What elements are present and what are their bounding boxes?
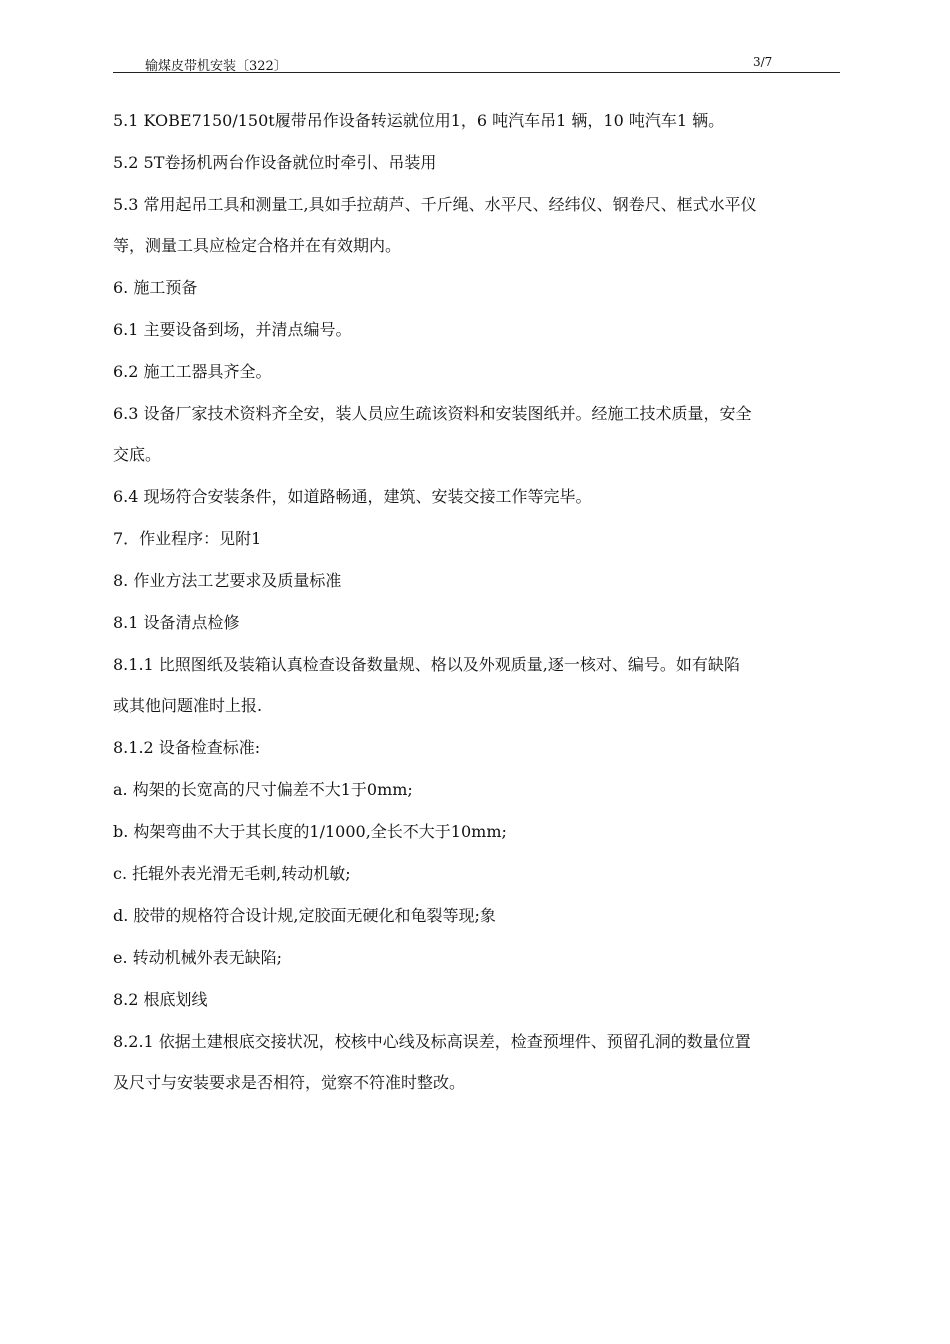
text-line-5-3-cont: 等，测量工具应检定合格并在有效期内。 [113, 236, 402, 255]
document-body [113, 104, 903, 1108]
subsection-heading-8-1: 8.1 设备清点检修 [113, 613, 240, 632]
header-title: 输煤皮带机安装〔322〕 [145, 59, 287, 74]
text-line-5-2: 5.2 5T卷扬机两台作设备就位时牵引、吊装用 [113, 153, 437, 172]
subsection-heading-8-2: 8.2 根底划线 [113, 990, 208, 1009]
text-line-8-1-1-cont: 或其他问题准时上报. [113, 696, 263, 715]
text-line-8-2-1: 8.2.1 依据土建根底交接状况，校核中心线及标高误差，检查预埋件、预留孔洞的数量位置 [113, 1032, 751, 1051]
page-header [113, 54, 840, 73]
text-line-5-3: 5.3 常用起吊工具和测量工,具如手拉葫芦、千斤绳、水平尺、经纬仪、钢卷尺、框式水平仪 [113, 195, 757, 214]
list-item-c: c. 托辊外表光滑无毛刺,转动机敏; [113, 864, 351, 883]
text-line-6-3: 6.3 设备厂家技术资料齐全安，装人员应生疏该资料和安装图纸并。经施工技术质量，安全 [113, 404, 752, 423]
text-line-6-3-cont: 交底。 [113, 445, 162, 464]
text-line-8-1-2: 8.1.2 设备检查标准: [113, 738, 261, 757]
list-item-e: e. 转动机械外表无缺陷; [113, 948, 283, 967]
text-line-6-1: 6.1 主要设备到场，并清点编号。 [113, 320, 352, 339]
text-line-5-1: 5.1 KOBE7150/150t履带吊作设备转运就位用1，6 吨汽车吊1 辆，10 吨汽车1 辆。 [113, 111, 725, 130]
text-line-6-4: 6.4 现场符合安装条件，如道路畅通，建筑、安装交接工作等完毕。 [113, 487, 592, 506]
list-item-a: a. 构架的长宽高的尺寸偏差不大1于0mm; [113, 780, 413, 799]
section-heading-8: 8. 作业方法工艺要求及质量标准 [113, 571, 342, 590]
page-number: 3/7 [753, 55, 773, 69]
section-heading-6: 6. 施工预备 [113, 278, 198, 297]
text-line-8-2-1-cont: 及尺寸与安装要求是否相符，觉察不符准时整改。 [113, 1073, 466, 1092]
text-line-8-1-1: 8.1.1 比照图纸及装箱认真检查设备数量规、格以及外观质量,逐一核对、编号。如有缺陷 [113, 655, 740, 674]
section-heading-7: 7．作业程序：见附1 [113, 529, 262, 548]
list-item-d: d. 胶带的规格符合设计规,定胶面无硬化和龟裂等现;象 [113, 906, 496, 925]
list-item-b: b. 构架弯曲不大于其长度的1/1000,全长不大于10mm; [113, 822, 507, 841]
text-line-6-2: 6.2 施工工器具齐全。 [113, 362, 272, 381]
